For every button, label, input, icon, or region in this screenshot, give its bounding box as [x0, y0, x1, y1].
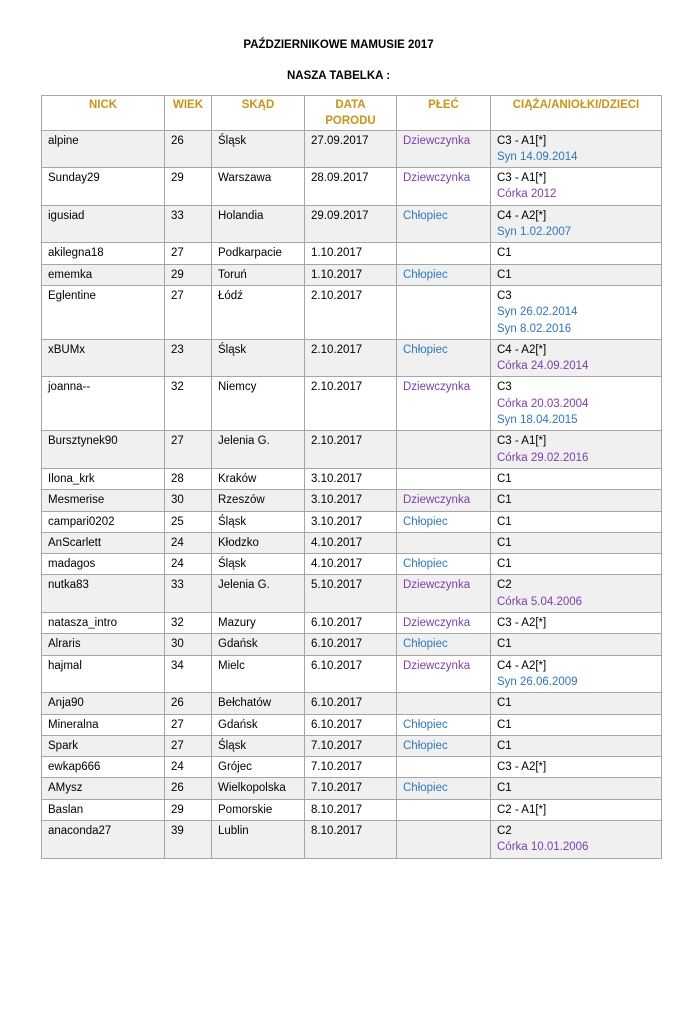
due-date-cell: 6.10.2017 — [305, 693, 397, 714]
due-date-cell: 2.10.2017 — [305, 339, 397, 377]
table-row — [42, 554, 662, 575]
nick-cell: Mesmerise — [42, 490, 165, 511]
age-cell: 24 — [165, 554, 212, 575]
from-cell: Jelenia G. — [212, 431, 305, 469]
due-date-cell: 27.09.2017 — [305, 130, 397, 168]
due-date-cell: 6.10.2017 — [305, 634, 397, 655]
pregnancy-status: C2 - A1[*] — [497, 803, 547, 816]
pregnancy-status: C4 - A2[*] — [497, 209, 547, 222]
sex-cell: Dziewczynka — [397, 490, 491, 511]
table-subtitle: NASZA TABELKA : — [286, 70, 391, 82]
from-cell: Jelenia G. — [212, 575, 305, 613]
child-entry: Syn 26.02.2014 — [497, 306, 578, 319]
children-cell — [491, 264, 662, 285]
sex-cell — [397, 431, 491, 469]
children-cell — [491, 243, 662, 264]
pregnancy-status: C1 — [497, 247, 512, 260]
pregnancy-status: C3 - A1[*] — [497, 172, 547, 185]
nick-cell: Sunday29 — [42, 168, 165, 206]
sex-cell — [397, 693, 491, 714]
from-cell: Śląsk — [212, 511, 305, 532]
pregnancy-status: C1 — [497, 638, 512, 651]
nick-cell: ewkap666 — [42, 757, 165, 778]
sex-cell: Chłopiec — [397, 634, 491, 655]
due-date-cell: 6.10.2017 — [305, 655, 397, 693]
from-cell: Niemcy — [212, 377, 305, 431]
nick-cell: madagos — [42, 554, 165, 575]
page-title: PAŹDZIERNIKOWE MAMUSIE 2017 — [243, 39, 434, 51]
table-row — [42, 714, 662, 735]
from-cell: Toruń — [212, 264, 305, 285]
child-entry: Córka 5.04.2006 — [497, 595, 583, 608]
children-cell — [491, 575, 662, 613]
age-cell: 28 — [165, 468, 212, 489]
age-cell: 26 — [165, 130, 212, 168]
due-date-cell: 8.10.2017 — [305, 799, 397, 820]
from-cell: Łódź — [212, 285, 305, 339]
nick-cell: natasza_intro — [42, 613, 165, 634]
nick-cell: Spark — [42, 735, 165, 756]
pregnancy-status: C1 — [497, 782, 512, 795]
age-cell: 26 — [165, 693, 212, 714]
table-row — [42, 168, 662, 206]
children-cell — [491, 799, 662, 820]
nick-cell: ememka — [42, 264, 165, 285]
header-due-date: DATA PORODU — [305, 96, 397, 131]
children-cell — [491, 757, 662, 778]
table-row — [42, 655, 662, 693]
children-cell — [491, 820, 662, 858]
nick-cell: Mineralna — [42, 714, 165, 735]
child-entry: Syn 14.09.2014 — [497, 150, 578, 163]
nick-cell: AMysz — [42, 778, 165, 799]
sex-cell: Dziewczynka — [397, 655, 491, 693]
age-cell: 30 — [165, 634, 212, 655]
sex-cell — [397, 468, 491, 489]
age-cell: 27 — [165, 285, 212, 339]
from-cell: Rzeszów — [212, 490, 305, 511]
pregnancy-status: C3 — [497, 381, 512, 394]
sex-cell: Chłopiec — [397, 264, 491, 285]
pregnancy-status: C3 — [497, 289, 512, 302]
table-row — [42, 264, 662, 285]
header-children: CIĄŻA/ANIOŁKI/DZIECI — [491, 96, 662, 131]
due-date-cell: 7.10.2017 — [305, 778, 397, 799]
sex-cell — [397, 799, 491, 820]
from-cell: Śląsk — [212, 554, 305, 575]
pregnancy-status: C1 — [497, 472, 512, 485]
age-cell: 33 — [165, 575, 212, 613]
from-cell: Śląsk — [212, 339, 305, 377]
due-date-cell: 2.10.2017 — [305, 377, 397, 431]
due-date-cell: 3.10.2017 — [305, 468, 397, 489]
children-cell — [491, 285, 662, 339]
children-cell — [491, 130, 662, 168]
age-cell: 26 — [165, 778, 212, 799]
pregnancy-status: C1 — [497, 515, 512, 528]
child-entry: Córka 2012 — [497, 188, 557, 201]
nick-cell: akilegna18 — [42, 243, 165, 264]
sex-cell — [397, 757, 491, 778]
age-cell: 29 — [165, 799, 212, 820]
due-date-cell: 2.10.2017 — [305, 285, 397, 339]
table-row — [42, 799, 662, 820]
children-cell — [491, 714, 662, 735]
from-cell: Gdańsk — [212, 714, 305, 735]
nick-cell: nutka83 — [42, 575, 165, 613]
children-cell — [491, 554, 662, 575]
sex-cell: Chłopiec — [397, 554, 491, 575]
due-date-cell: 4.10.2017 — [305, 554, 397, 575]
from-cell: Kłodzko — [212, 532, 305, 553]
from-cell: Mielc — [212, 655, 305, 693]
sex-cell: Dziewczynka — [397, 377, 491, 431]
pregnancy-status: C1 — [497, 494, 512, 507]
children-cell — [491, 468, 662, 489]
from-cell: Holandia — [212, 205, 305, 243]
table-row — [42, 735, 662, 756]
sex-cell: Chłopiec — [397, 778, 491, 799]
children-cell — [491, 431, 662, 469]
children-cell — [491, 490, 662, 511]
due-date-cell: 3.10.2017 — [305, 490, 397, 511]
table-header-row — [42, 96, 662, 131]
age-cell: 33 — [165, 205, 212, 243]
children-cell — [491, 205, 662, 243]
children-cell — [491, 613, 662, 634]
due-date-cell: 1.10.2017 — [305, 264, 397, 285]
table-row — [42, 511, 662, 532]
pregnancy-status: C3 - A2[*] — [497, 761, 547, 774]
from-cell: Warszawa — [212, 168, 305, 206]
child-entry: Syn 26.06.2009 — [497, 675, 578, 688]
table-row — [42, 532, 662, 553]
child-entry: Syn 8.02.2016 — [497, 322, 572, 335]
table-row — [42, 130, 662, 168]
pregnancy-status: C4 - A2[*] — [497, 343, 547, 356]
nick-cell: alpine — [42, 130, 165, 168]
children-cell — [491, 634, 662, 655]
sex-cell: Chłopiec — [397, 714, 491, 735]
nick-cell: Alraris — [42, 634, 165, 655]
nick-cell: AnScarlett — [42, 532, 165, 553]
age-cell: 39 — [165, 820, 212, 858]
sex-cell: Dziewczynka — [397, 575, 491, 613]
age-cell: 27 — [165, 243, 212, 264]
sex-cell: Dziewczynka — [397, 130, 491, 168]
due-date-cell: 6.10.2017 — [305, 714, 397, 735]
age-cell: 29 — [165, 264, 212, 285]
from-cell: Grójec — [212, 757, 305, 778]
table-row — [42, 285, 662, 339]
pregnancy-status: C4 - A2[*] — [497, 659, 547, 672]
due-date-cell: 1.10.2017 — [305, 243, 397, 264]
table-row — [42, 613, 662, 634]
children-cell — [491, 778, 662, 799]
age-cell: 24 — [165, 757, 212, 778]
table-row — [42, 468, 662, 489]
pregnancy-status: C1 — [497, 536, 512, 549]
sex-cell: Chłopiec — [397, 511, 491, 532]
child-entry: Syn 1.02.2007 — [497, 226, 572, 239]
pregnancy-status: C1 — [497, 268, 512, 281]
age-cell: 32 — [165, 613, 212, 634]
pregnancy-status: C3 - A1[*] — [497, 435, 547, 448]
from-cell: Podkarpacie — [212, 243, 305, 264]
header-nick: NICK — [42, 96, 165, 131]
table-row — [42, 205, 662, 243]
from-cell: Pomorskie — [212, 799, 305, 820]
children-cell — [491, 655, 662, 693]
age-cell: 32 — [165, 377, 212, 431]
child-entry: Córka 24.09.2014 — [497, 360, 589, 373]
age-cell: 34 — [165, 655, 212, 693]
from-cell: Śląsk — [212, 130, 305, 168]
from-cell: Śląsk — [212, 735, 305, 756]
due-date-cell: 7.10.2017 — [305, 757, 397, 778]
sex-cell — [397, 285, 491, 339]
header-sex: PŁEĆ — [397, 96, 491, 131]
children-cell — [491, 339, 662, 377]
table-row — [42, 431, 662, 469]
sex-cell — [397, 243, 491, 264]
due-date-cell: 3.10.2017 — [305, 511, 397, 532]
from-cell: Kraków — [212, 468, 305, 489]
table-row — [42, 377, 662, 431]
child-entry: Córka 10.01.2006 — [497, 841, 589, 854]
table-row — [42, 778, 662, 799]
children-cell — [491, 377, 662, 431]
age-cell: 23 — [165, 339, 212, 377]
table-row — [42, 634, 662, 655]
pregnancy-status: C3 - A2[*] — [497, 617, 547, 630]
mothers-table — [41, 95, 662, 859]
nick-cell: anaconda27 — [42, 820, 165, 858]
table-row — [42, 757, 662, 778]
table-row — [42, 693, 662, 714]
nick-cell: Bursztynek90 — [42, 431, 165, 469]
age-cell: 30 — [165, 490, 212, 511]
sex-cell — [397, 820, 491, 858]
from-cell: Gdańsk — [212, 634, 305, 655]
children-cell — [491, 532, 662, 553]
children-cell — [491, 735, 662, 756]
pregnancy-status: C1 — [497, 697, 512, 710]
pregnancy-status: C2 — [497, 824, 512, 837]
from-cell: Bełchatów — [212, 693, 305, 714]
table-row — [42, 339, 662, 377]
pregnancy-status: C1 — [497, 739, 512, 752]
pregnancy-status: C1 — [497, 558, 512, 571]
from-cell: Mazury — [212, 613, 305, 634]
nick-cell: xBUMx — [42, 339, 165, 377]
children-cell — [491, 168, 662, 206]
children-cell — [491, 693, 662, 714]
age-cell: 27 — [165, 431, 212, 469]
due-date-cell: 29.09.2017 — [305, 205, 397, 243]
due-date-cell: 7.10.2017 — [305, 735, 397, 756]
from-cell: Wielkopolska — [212, 778, 305, 799]
pregnancy-status: C2 — [497, 579, 512, 592]
due-date-cell: 5.10.2017 — [305, 575, 397, 613]
table-row — [42, 820, 662, 858]
nick-cell: campari0202 — [42, 511, 165, 532]
age-cell: 27 — [165, 735, 212, 756]
age-cell: 27 — [165, 714, 212, 735]
nick-cell: Baslan — [42, 799, 165, 820]
table-row — [42, 490, 662, 511]
sex-cell: Chłopiec — [397, 205, 491, 243]
age-cell: 24 — [165, 532, 212, 553]
due-date-cell: 6.10.2017 — [305, 613, 397, 634]
due-date-cell: 8.10.2017 — [305, 820, 397, 858]
header-from: SKĄD — [212, 96, 305, 131]
sex-cell: Chłopiec — [397, 339, 491, 377]
due-date-cell: 28.09.2017 — [305, 168, 397, 206]
table-row — [42, 243, 662, 264]
age-cell: 25 — [165, 511, 212, 532]
sex-cell — [397, 532, 491, 553]
nick-cell: Anja90 — [42, 693, 165, 714]
nick-cell: hajmal — [42, 655, 165, 693]
nick-cell: igusiad — [42, 205, 165, 243]
child-entry: Córka 20.03.2004 — [497, 397, 589, 410]
pregnancy-status: C3 - A1[*] — [497, 134, 547, 147]
nick-cell: Eglentine — [42, 285, 165, 339]
sex-cell: Chłopiec — [397, 735, 491, 756]
from-cell: Lublin — [212, 820, 305, 858]
due-date-cell: 4.10.2017 — [305, 532, 397, 553]
sex-cell: Dziewczynka — [397, 613, 491, 634]
child-entry: Syn 18.04.2015 — [497, 414, 578, 427]
header-age: WIEK — [165, 96, 212, 131]
nick-cell: joanna-- — [42, 377, 165, 431]
sex-cell: Dziewczynka — [397, 168, 491, 206]
children-cell — [491, 511, 662, 532]
due-date-cell: 2.10.2017 — [305, 431, 397, 469]
nick-cell: Ilona_krk — [42, 468, 165, 489]
child-entry: Córka 29.02.2016 — [497, 451, 589, 464]
table-row — [42, 575, 662, 613]
pregnancy-status: C1 — [497, 718, 512, 731]
age-cell: 29 — [165, 168, 212, 206]
